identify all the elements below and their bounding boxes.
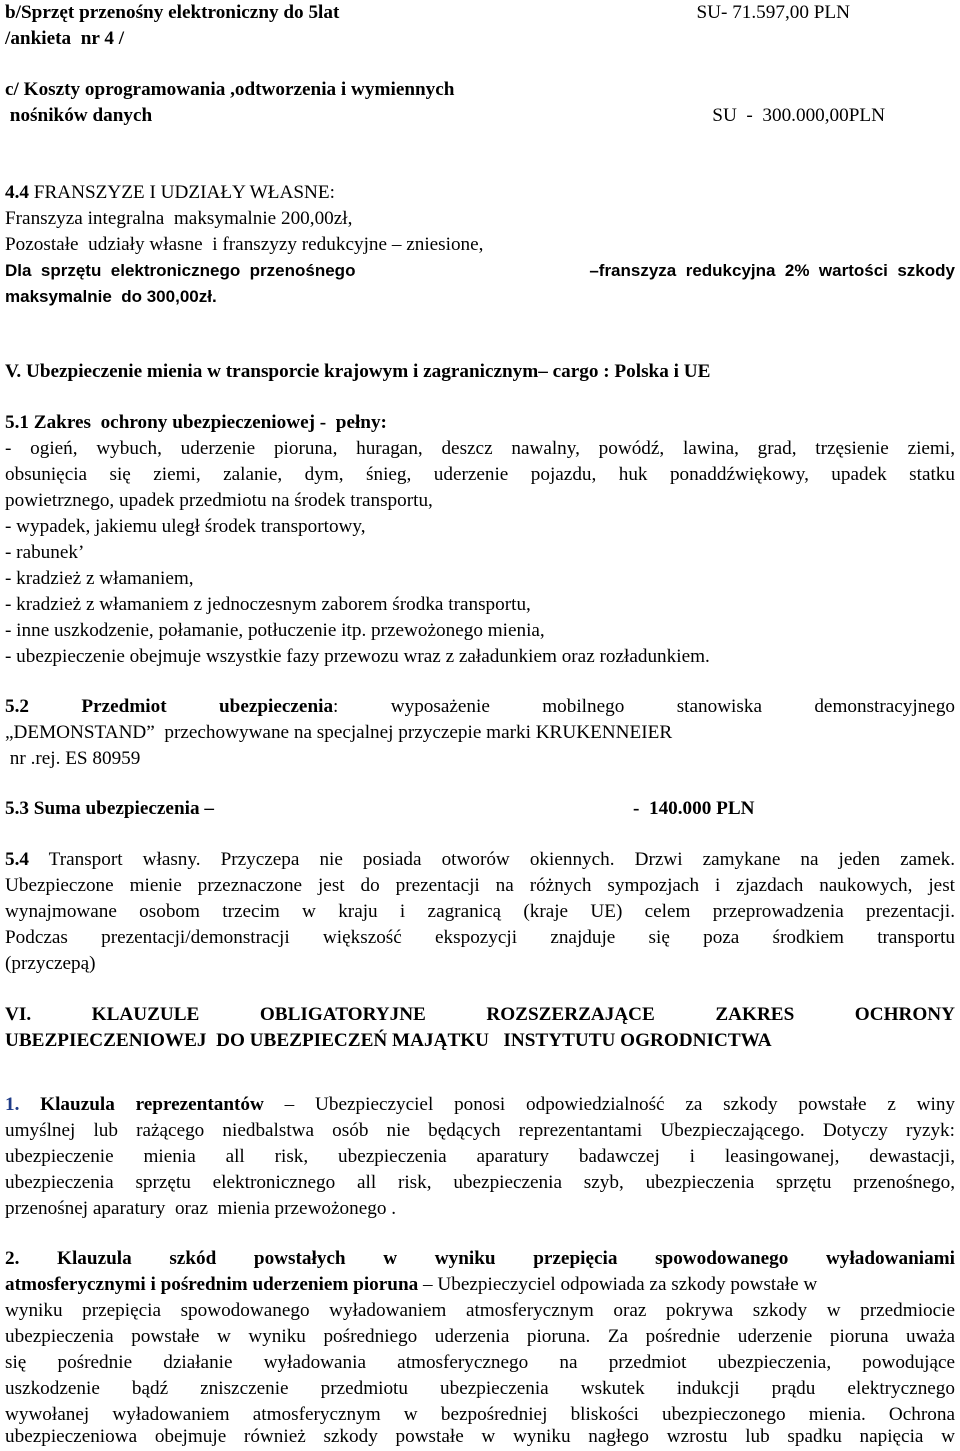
franszyze-line-3-left: Dla sprzętu elektronicznego przenośnego (5, 261, 356, 280)
franszyze-line-1: Franszyza integralna maksymalnie 200,00zł, (5, 208, 353, 229)
s52-line-1 (5, 694, 955, 720)
s54-line-2: Ubezpieczone mienie przeznaczone jest do prezentacji na różnych sympozjach i zjazdach naukowych, jest (5, 875, 955, 896)
s51-heading: 5.1 Zakres ochrony ubezpieczeniowej - pełny: (5, 412, 387, 433)
k1-num: 1. (5, 1094, 20, 1115)
s54-line-5: (przyczepą) (5, 953, 96, 974)
k2-line-5: się pośrednie działanie wyładowania atmosferycznego na przedmiot ubezpieczenia, powodujące (5, 1352, 955, 1373)
s53-label: 5.3 Suma ubezpieczenia – (5, 798, 214, 819)
s52-line-3: nr .rej. ES 80959 (5, 748, 141, 769)
franszyze-line-3-right: –franszyza redukcyjna 2% wartości szkody (589, 261, 955, 280)
b-section-title: b/Sprzęt przenośny elektroniczny do 5lat (5, 2, 340, 23)
s54-line-1-rest: Transport własny. Przyczepa nie posiada otworów okiennych. Drzwi zamykane na jeden zamek. (28, 849, 955, 870)
s51-line-7: - kradzież z włamaniem z jednoczesnym zaborem środka transportu, (5, 594, 531, 615)
s54-line-3: wynajmowane osobom trzecim w kraju i zagranicą (kraje UE) celem przeprowadzenia prezentacji. (5, 901, 955, 922)
s51-line-6: - kradzież z włamaniem, (5, 568, 194, 589)
k2-line-1: 2. Klauzula szkód powstałych w wyniku przepięcia spowodowanego wyładowaniami (5, 1248, 955, 1269)
s51-line-1: - ogień, wybuch, uderzenie pioruna, huragan, deszcz nawalny, powódź, lawina, grad, trzęsienie ziemi, (5, 438, 955, 459)
s51-line-5: - rabunek’ (5, 542, 85, 563)
b-section-amount: SU- 71.597,00 PLN (696, 2, 850, 23)
s51-line-3: powietrznego, upadek przedmiotu na środek transportu, (5, 490, 433, 511)
s52-num: 5.2 (5, 696, 29, 717)
k2-line-6: uszkodzenie bądź zniszczenie przedmiotu ubezpieczenia wskutek indukcji prądu elektrycznego (5, 1378, 955, 1399)
c-section-title: c/ Koszty oprogramowania ,odtworzenia i wymiennych (5, 79, 455, 100)
k2-line-2-rest: – Ubezpieczyciel odpowiada za szkody powstałe w (418, 1274, 818, 1295)
k2-line-4: ubezpieczenia powstałe w wyniku pośredniego uderzenia pioruna. Za pośrednie uderzenie pioruna uważa (5, 1326, 955, 1347)
k2-line-8: ubezpieczeniowa obejmuje również szkody powstałe w wyniku nagłego wzrostu lub spadku napięcia w (5, 1426, 955, 1447)
franszyze-heading (5, 180, 335, 206)
s51-line-4: - wypadek, jakiemu uległ środek transportowy, (5, 516, 366, 537)
s54-line-1 (5, 847, 955, 873)
c-section-amount: SU - 300.000,00PLN (712, 105, 885, 126)
k2-line-2-bold: atmosferycznymi i pośrednim uderzeniem pioruna (5, 1274, 419, 1295)
franszyze-line-4: maksymalnie do 300,00zł. (5, 287, 217, 306)
k1-line-1 (5, 1092, 955, 1118)
section-vi-heading-1: VI. KLAUZULE OBLIGATORYJNE ROZSZERZAJĄCE ZAKRES OCHRONY (5, 1004, 955, 1025)
s54-num: 5.4 (5, 849, 29, 870)
section-vi-heading-2: UBEZPIECZENIOWEJ DO UBEZPIECZEŃ MAJĄTKU INSTYTUTU OGRODNICTWA (5, 1030, 772, 1051)
section-v-heading: V. Ubezpieczenie mienia w transporcie krajowym i zagranicznym– cargo : Polska i UE (5, 361, 711, 382)
s51-line-9: - ubezpieczenie obejmuje wszystkie fazy przewozu wraz z załadunkiem oraz rozładunkiem. (5, 646, 710, 667)
k2-line-2 (5, 1272, 817, 1298)
s53-row (5, 796, 955, 822)
k1-line-2: umyślnej lub rażącego niedbalstwa osób nie będących reprezentantami Ubezpieczającego. Dotyczy ryzyk: (5, 1120, 955, 1141)
b-section-row (5, 0, 850, 26)
c-section-label: nośników danych (5, 105, 153, 126)
k2-line-3: wyniku przepięcia spowodowanego wyładowaniem atmosferycznym oraz pokrywa szkody w przedmiocie (5, 1300, 955, 1321)
k1-line-5: przenośnej aparatury oraz mienia przewożonego . (5, 1198, 397, 1219)
franszyze-heading-text: FRANSZYZE I UDZIAŁY WŁASNE: (33, 182, 335, 203)
franszyze-line-3 (5, 258, 955, 284)
s53-amount: - 140.000 PLN (633, 798, 755, 819)
s52-line-1-rest: : wyposażenie mobilnego stanowiska demonstracyjnego (333, 696, 956, 717)
k2-line-7: wywołanej wyładowaniem atmosferycznym w bezpośredniej bliskości ubezpieczonego mienia. Ochrona (5, 1404, 955, 1425)
s52-title: Przedmiot ubezpieczenia (81, 696, 334, 717)
s54-line-4: Podczas prezentacji/demonstracji większość ekspozycji znajduje się poza środkiem transportu (5, 927, 955, 948)
franszyze-line-2: Pozostałe udziały własne i franszyzy redukcyjne – zniesione, (5, 234, 484, 255)
k1-line-4: ubezpieczenia sprzętu elektronicznego all risk, ubezpieczenia szyb, ubezpieczenia sprzętu przenośnego, (5, 1172, 955, 1193)
b-section-ankieta: /ankieta nr 4 / (5, 28, 125, 49)
k1-line-3: ubezpieczenie mienia all risk, ubezpieczenia aparatury badawczej i leasingowanej, dewastacji, (5, 1146, 955, 1167)
s51-line-8: - inne uszkodzenie, połamanie, potłuczenie itp. przewożonego mienia, (5, 620, 545, 641)
s52-line-2: „DEMONSTAND” przechowywane na specjalnej przyczepie marki KRUKENNEIER (5, 722, 673, 743)
s51-line-2: obsunięcia się ziemi, zalanie, dym, śnieg, uderzenie pojazdu, huk ponaddźwiękowy, upadek statku (5, 464, 955, 485)
franszyze-heading-num: 4.4 (5, 182, 34, 203)
k1-title: Klauzula reprezentantów (19, 1094, 264, 1115)
c-section-row (5, 103, 885, 129)
k1-line-1-rest: – Ubezpieczyciel ponosi odpowiedzialność za szkody powstałe z winy (263, 1094, 956, 1115)
